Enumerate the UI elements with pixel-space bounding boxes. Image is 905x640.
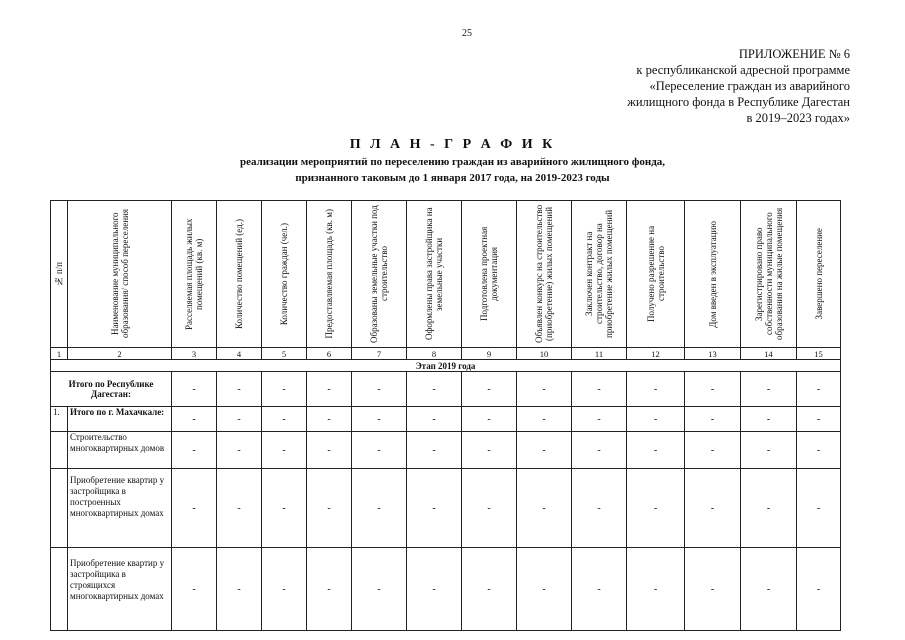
- table-cell: -: [172, 432, 217, 469]
- row-index-empty: [51, 432, 68, 469]
- table-cell: -: [627, 372, 685, 407]
- table-cell: -: [262, 407, 307, 432]
- header-cell: [627, 201, 685, 348]
- table-cell: -: [572, 548, 627, 631]
- table-cell: -: [307, 407, 352, 432]
- table-cell: -: [462, 469, 517, 548]
- header-cell: [352, 201, 407, 348]
- row-label: Итого по Республике Дагестан:: [51, 372, 172, 407]
- stage-label: Этап 2019 года: [51, 360, 841, 372]
- column-number: 9: [462, 348, 517, 360]
- table-cell: -: [517, 372, 572, 407]
- table-cell: -: [462, 432, 517, 469]
- table-cell: -: [517, 407, 572, 432]
- table-cell: -: [741, 372, 797, 407]
- row-index-empty: [51, 469, 68, 548]
- table-row-build: [51, 432, 841, 469]
- header-text: Дом введен в эксплуатацию: [707, 220, 718, 328]
- document-title: П Л А Н - Г Р А Ф И К: [349, 137, 556, 152]
- document-subtitle: [0, 154, 905, 186]
- header-cell: [685, 201, 741, 348]
- table-cell: -: [352, 407, 407, 432]
- table-cell: -: [352, 548, 407, 631]
- column-number: 14: [741, 348, 797, 360]
- table-cell: -: [797, 469, 841, 548]
- table-cell: -: [572, 469, 627, 548]
- table-cell: -: [172, 372, 217, 407]
- subtitle-line-1: реализации мероприятий по переселению граждан из аварийного жилищного фонда,: [239, 156, 666, 168]
- header-cell: [517, 201, 572, 348]
- page-number: 25: [462, 28, 472, 39]
- table-row-buy-building: [51, 548, 841, 631]
- header-text: Наименование муниципального образования/ способ переселения: [109, 209, 130, 339]
- table-cell: -: [627, 548, 685, 631]
- table-cell: -: [407, 469, 462, 548]
- table-cell: -: [217, 372, 262, 407]
- table-cell: -: [685, 432, 741, 469]
- table-cell: -: [741, 432, 797, 469]
- table-row-city: [51, 407, 841, 432]
- column-number: 2: [68, 348, 172, 360]
- header-cell: [307, 201, 352, 348]
- header-text: Образованы земельные участки под строительство: [369, 205, 389, 343]
- header-text: Оформлены права застройщика на земельные участки: [424, 207, 444, 341]
- table-cell: -: [741, 407, 797, 432]
- header-text: Заключен контракт на строительство, договор на приобретение жилых помещений: [584, 209, 614, 339]
- table-cell: -: [685, 548, 741, 631]
- table-cell: -: [352, 432, 407, 469]
- table-cell: -: [572, 432, 627, 469]
- header-cell: [68, 201, 172, 348]
- header-text: Объявлен конкурс на строительство (приобретение) жилых помещений: [534, 204, 554, 344]
- row-label: Приобретение квартир у застройщика в построенных многоквартирных домах: [68, 469, 172, 548]
- subtitle-line-2: признанного таковым до 1 января 2017 года, на 2019-2023 годы: [295, 172, 610, 184]
- table-cell: -: [797, 372, 841, 407]
- header-text: Расселяемая площадь жилых помещений (кв. м): [184, 218, 204, 330]
- table-cell: -: [262, 469, 307, 548]
- table-cell: -: [627, 407, 685, 432]
- appendix-line: жилищного фонда в Республике Дагестан: [627, 95, 850, 109]
- header-cell: [462, 201, 517, 348]
- table-cell: -: [307, 548, 352, 631]
- header-text: Количество граждан (чел.): [279, 222, 289, 326]
- header-text: Предоставляемая площадь (кв. м): [324, 209, 334, 339]
- table-cell: -: [685, 372, 741, 407]
- table-cell: -: [172, 469, 217, 548]
- table-cell: -: [172, 407, 217, 432]
- table-cell: -: [217, 469, 262, 548]
- table-cell: -: [217, 548, 262, 631]
- column-number: 10: [517, 348, 572, 360]
- table-cell: -: [462, 372, 517, 407]
- table-row-buy-built: [51, 469, 841, 548]
- table-cell: -: [572, 372, 627, 407]
- column-number: 12: [627, 348, 685, 360]
- row-label: Строительство многоквартирных домов: [68, 432, 172, 469]
- table-cell: -: [172, 548, 217, 631]
- table-cell: -: [627, 469, 685, 548]
- column-number: 8: [407, 348, 462, 360]
- column-number: 13: [685, 348, 741, 360]
- table-cell: -: [462, 407, 517, 432]
- table-cell: -: [462, 548, 517, 631]
- column-number: 1: [51, 348, 68, 360]
- appendix-line: ПРИЛОЖЕНИЕ № 6: [738, 47, 850, 61]
- header-text: Количество помещений (ед.): [234, 218, 244, 329]
- table-cell: -: [307, 469, 352, 548]
- table-cell: -: [627, 432, 685, 469]
- header-text: Завершено переселение: [813, 228, 824, 320]
- table-cell: -: [407, 432, 462, 469]
- table-cell: -: [517, 469, 572, 548]
- column-number: 5: [262, 348, 307, 360]
- table-cell: -: [217, 407, 262, 432]
- header-text: № п/п: [54, 261, 64, 287]
- header-cell: [51, 201, 68, 348]
- appendix-line: к республиканской адресной программе: [636, 63, 850, 77]
- header-cell: [797, 201, 841, 348]
- table-cell: -: [741, 548, 797, 631]
- header-text: Зарегистрировано право собственности муниципального образования на жилые помещения: [753, 207, 784, 341]
- table-cell: -: [262, 432, 307, 469]
- column-number: 4: [217, 348, 262, 360]
- table-cell: -: [685, 469, 741, 548]
- table-cell: -: [262, 548, 307, 631]
- header-cell: [741, 201, 797, 348]
- column-number: 3: [172, 348, 217, 360]
- header-text: Получено разрешение на строительство: [645, 225, 666, 323]
- row-index: 1.: [51, 407, 68, 432]
- table-cell: -: [797, 432, 841, 469]
- table-cell: -: [572, 407, 627, 432]
- header-cell: [572, 201, 627, 348]
- table-cell: -: [407, 407, 462, 432]
- table-cell: -: [407, 372, 462, 407]
- row-label: Приобретение квартир у застройщика в строящихся многоквартирных домах: [68, 548, 172, 631]
- table-cell: -: [797, 548, 841, 631]
- appendix-line: «Переселение граждан из аварийного: [649, 79, 850, 93]
- table-cell: -: [217, 432, 262, 469]
- header-cell: [407, 201, 462, 348]
- table-cell: -: [741, 469, 797, 548]
- plan-schedule-table: [50, 200, 841, 631]
- column-number: 11: [572, 348, 627, 360]
- column-number: 6: [307, 348, 352, 360]
- appendix-heading: [560, 46, 850, 126]
- row-label: Итого по г. Махачкале:: [68, 407, 172, 432]
- header-cell: [217, 201, 262, 348]
- row-index-empty: [51, 548, 68, 631]
- table-cell: -: [307, 432, 352, 469]
- header-cell: [172, 201, 217, 348]
- table-row-total: [51, 372, 841, 407]
- table-cell: -: [517, 548, 572, 631]
- header-text: Подготовлена проектная документация: [479, 226, 499, 322]
- column-number: 7: [352, 348, 407, 360]
- table-cell: -: [307, 372, 352, 407]
- header-cell: [262, 201, 307, 348]
- table-cell: -: [262, 372, 307, 407]
- column-number: 15: [797, 348, 841, 360]
- table-cell: -: [352, 469, 407, 548]
- table-cell: -: [407, 548, 462, 631]
- table-cell: -: [685, 407, 741, 432]
- table-cell: -: [797, 407, 841, 432]
- table-cell: -: [352, 372, 407, 407]
- header-row: [51, 201, 841, 348]
- appendix-line: в 2019–2023 годах»: [746, 111, 850, 125]
- table-cell: -: [517, 432, 572, 469]
- column-number-row: [51, 348, 841, 360]
- stage-row: [51, 360, 841, 372]
